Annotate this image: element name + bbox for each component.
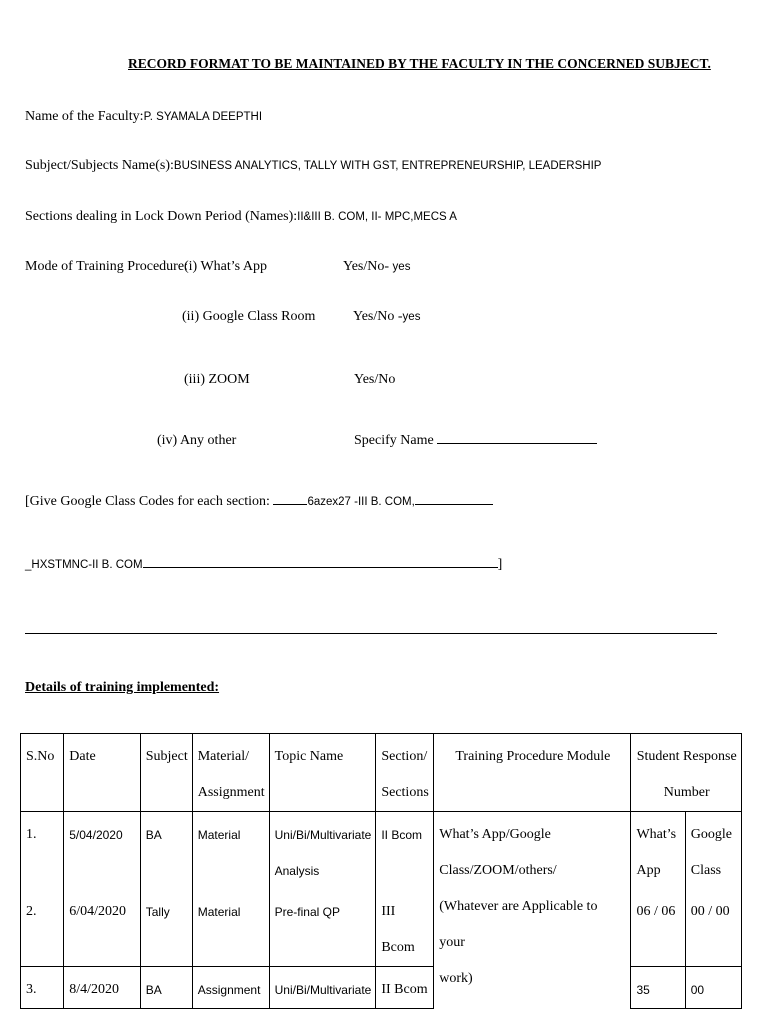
table-header-row <box>21 734 742 812</box>
header-date: Date <box>64 734 140 812</box>
code-second-bcom: _HXSTMNC-II B. COM <box>25 559 143 571</box>
header-section: Section/ Sections <box>376 734 434 812</box>
faculty-label: Name of the Faculty: <box>25 109 144 124</box>
code-third-bcom: 6azex27 -III B. COM, <box>307 496 415 508</box>
header-subject: Subject <box>140 734 192 812</box>
mode-zoom-answer: Yes/No <box>354 372 396 387</box>
mode-whatsapp: (i) What’s App <box>184 259 267 274</box>
header-response: Student Response Number <box>631 734 742 812</box>
sections-label: Sections dealing in Lock Down Period (Names): <box>25 209 298 224</box>
table-row: 3. 8/4/2020 BA Assignment Uni/Bi/Multivariate II Bcom 35 00 <box>21 967 742 1009</box>
subjects-line <box>25 157 601 175</box>
subjects-label: Subject/Subjects Name(s): <box>25 158 174 173</box>
sections-value: II&III B. COM, II- MPC,MECS A <box>297 211 457 223</box>
mode-other-specify: Specify Name <box>354 432 597 450</box>
table-row: 2. 6/04/2020 Tally Material Pre-final QP III Bcom 06 / 06 00 / 00 <box>21 889 742 967</box>
mode-google-classroom: (ii) Google Class Room <box>182 309 316 324</box>
header-topic: Topic Name <box>269 734 376 812</box>
faculty-line <box>25 108 262 126</box>
mode-whatsapp-answer: Yes/No- yes <box>343 259 411 274</box>
divider <box>25 633 717 634</box>
header-sno: S.No <box>21 734 64 812</box>
codes-line-2: _HXSTMNC-II B. COM ] <box>25 557 503 572</box>
faculty-value: P. SYAMALA DEEPTHI <box>143 111 263 123</box>
training-details-table <box>20 733 742 1009</box>
mode-label: Mode of Training Procedure: <box>25 259 188 274</box>
table-row: 1. 5/04/2020 BA Material Uni/Bi/Multivariate Analysis II Bcom What’s App/Google Class/ZOOM/others/ (Whatever are Applicable to your work) What’s App Google Class <box>21 812 742 890</box>
specify-name-blank <box>437 442 597 444</box>
subjects-value: BUSINESS ANALYTICS, TALLY WITH GST, ENTREPRENEURSHIP, LEADERSHIP <box>173 160 602 172</box>
page-title: RECORD FORMAT TO BE MAINTAINED BY THE FACULTY IN THE CONCERNED SUBJECT. <box>128 56 711 71</box>
mode-zoom: (iii) ZOOM <box>184 372 250 387</box>
sections-line <box>25 208 457 226</box>
codes-line <box>25 493 493 511</box>
mode-google-answer: Yes/No -yes <box>353 309 421 324</box>
header-material: Material/ Assignment <box>192 734 269 812</box>
procedure-cell: What’s App/Google Class/ZOOM/others/ (Whatever are Applicable to your work) <box>434 812 631 1009</box>
header-procedure: Training Procedure Module <box>434 734 631 812</box>
codes-label: [Give Google Class Codes for each section: <box>25 494 270 509</box>
mode-other: (iv) Any other <box>157 433 237 448</box>
details-heading: Details of training implemented: <box>25 680 220 695</box>
